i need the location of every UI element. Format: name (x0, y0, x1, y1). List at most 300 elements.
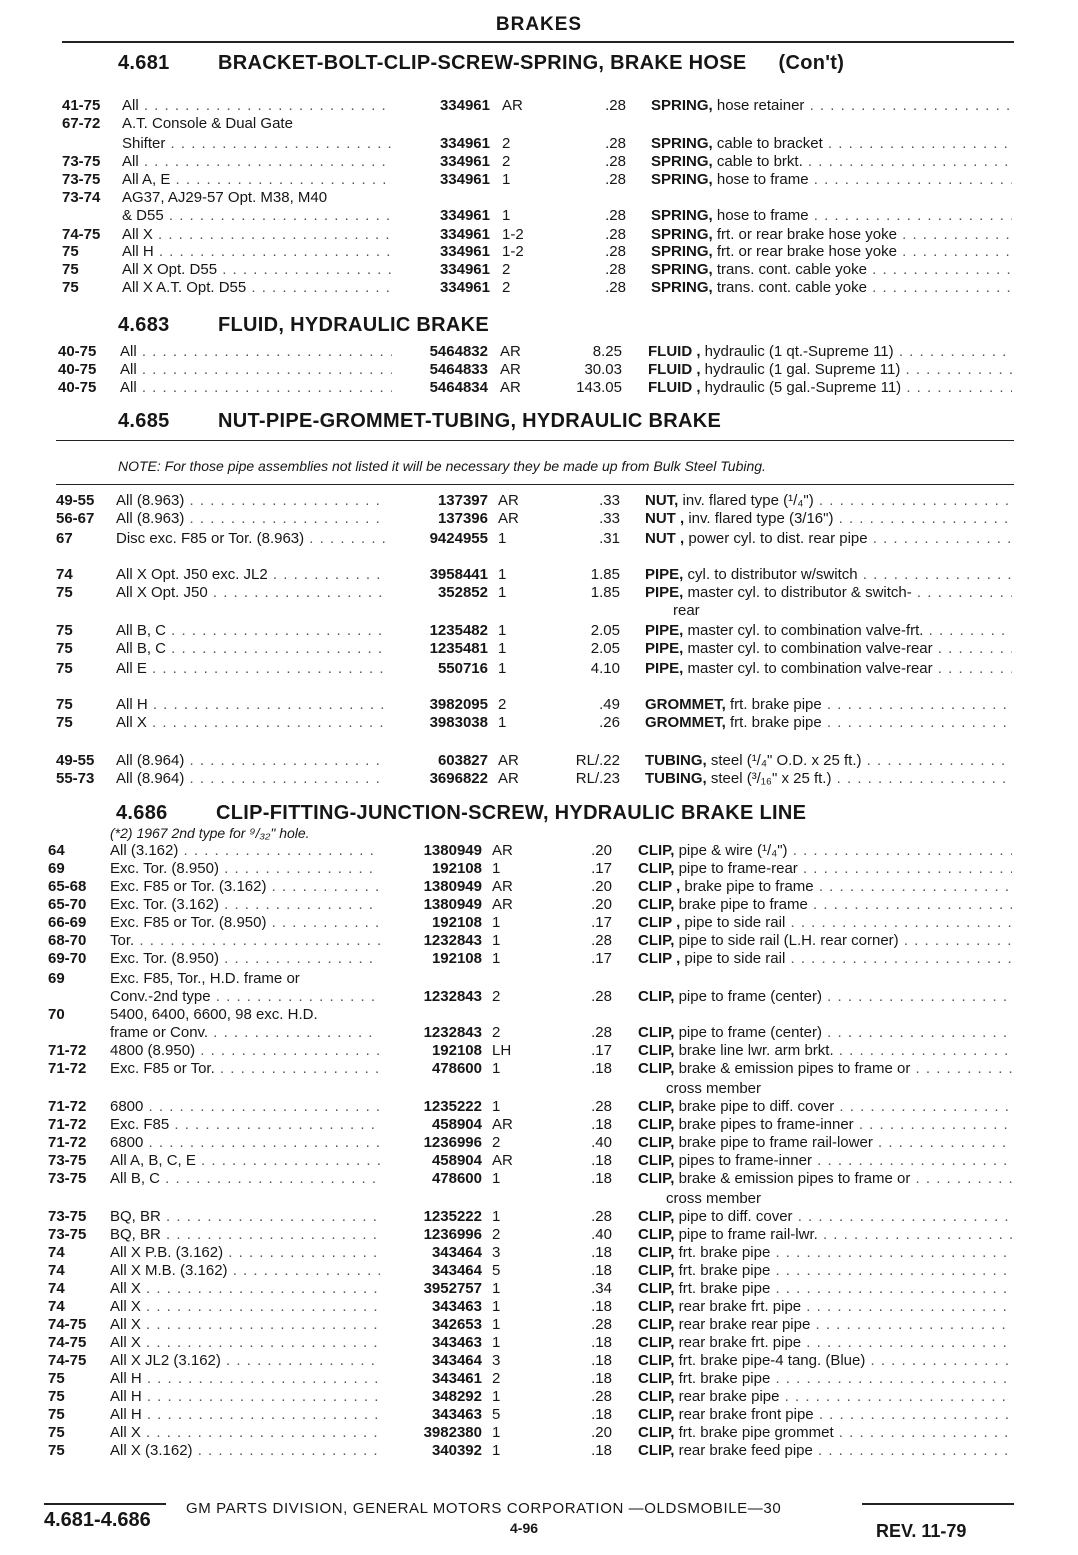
section-continued: (Con't) (778, 52, 845, 74)
part-number: 340392 (431, 1442, 482, 1459)
price: .18 (591, 1352, 612, 1369)
part-number: 334961 (439, 97, 490, 114)
table-row (0, 243, 1078, 261)
description (638, 1098, 1012, 1116)
table-row (0, 1280, 1078, 1298)
price: .28 (605, 97, 626, 114)
description-name: CLIP, (638, 1280, 675, 1297)
section-number: 4.683 (118, 314, 170, 336)
part-number: 550716 (437, 660, 488, 677)
table-row (0, 932, 1078, 950)
application: All (8.964) . . . (116, 770, 386, 788)
table-row (0, 1406, 1078, 1424)
year-range: 41-75 (62, 97, 101, 114)
description (638, 950, 1012, 968)
table-row (0, 1098, 1078, 1116)
description (638, 1152, 1012, 1170)
quantity: AR (500, 361, 521, 378)
description-name: SPRING, (651, 243, 713, 260)
application: 5400, 6400, 6600, 98 exc. H.D. (110, 1006, 318, 1023)
quantity: 1 (492, 1388, 501, 1405)
description-detail: frt. brake pipe-4 tang. (Blue) . . . (679, 1352, 1012, 1369)
table-row (0, 584, 1078, 602)
price: .18 (591, 1370, 612, 1387)
table-row (0, 602, 1078, 620)
part-number: 348292 (431, 1388, 482, 1405)
application: Conv.-2nd type . . . (110, 988, 380, 1006)
part-number: 334961 (439, 243, 490, 260)
year-range: 75 (48, 1370, 65, 1387)
description-name: CLIP , (638, 878, 681, 895)
year-range: 75 (48, 1406, 65, 1423)
part-number: 5464832 (429, 343, 488, 360)
description-name: SPRING, (651, 171, 713, 188)
application: All . . . (120, 379, 392, 397)
year-range: 74-75 (62, 226, 101, 243)
table-row (0, 492, 1078, 510)
year-range: 69 (48, 860, 65, 877)
application: All . . . (120, 361, 392, 379)
quantity: AR (492, 896, 513, 913)
section-title: NUT-PIPE-GROMMET-TUBING, HYDRAULIC BRAKE (218, 410, 722, 432)
description (645, 566, 1012, 584)
year-range: 74-75 (48, 1316, 87, 1333)
table-row (0, 1262, 1078, 1280)
year-range: 75 (56, 696, 73, 713)
description-detail: rear brake pipe . . . (679, 1388, 1012, 1405)
part-number: 3696822 (429, 770, 488, 787)
description (648, 361, 1012, 379)
part-number: 1232843 (423, 1024, 482, 1041)
description-detail: frt. brake pipe . . . (679, 1262, 1012, 1279)
application: All . . . (120, 343, 392, 361)
description-name: GROMMET, (645, 714, 726, 731)
description (638, 896, 1012, 914)
quantity: AR (498, 752, 519, 769)
quantity: 2 (492, 1024, 501, 1041)
quantity: 1 (492, 1208, 501, 1225)
table-row (0, 171, 1078, 189)
application: Exc. Tor. (3.162) . . . (110, 896, 380, 914)
description-name: NUT, (645, 492, 679, 509)
table-row (0, 510, 1078, 528)
price: .18 (591, 1116, 612, 1133)
price: .26 (599, 714, 620, 731)
description (648, 379, 1012, 397)
price: .28 (591, 988, 612, 1005)
quantity: 1 (498, 584, 507, 601)
description (638, 1424, 1012, 1442)
description-name: FLUID , (648, 379, 701, 396)
application: All X . . . (116, 714, 386, 732)
description (651, 153, 1012, 171)
description-detail: cable to brkt. . . . (717, 153, 1012, 170)
price: .28 (591, 1316, 612, 1333)
description-name: CLIP, (638, 1024, 675, 1041)
description (645, 696, 1012, 714)
price: .18 (591, 1262, 612, 1279)
description-detail: cyl. to distributor w/switch . . . (688, 566, 1012, 583)
description-detail: rear brake rear pipe . . . (679, 1316, 1012, 1333)
quantity: 1 (492, 860, 501, 877)
description-detail: pipe to diff. cover . . . (679, 1208, 1012, 1225)
part-number: 1236996 (423, 1134, 482, 1151)
part-number: 343463 (431, 1406, 482, 1423)
year-range: 73-75 (62, 153, 101, 170)
description-name: CLIP, (638, 1042, 675, 1059)
description (638, 1170, 1012, 1188)
table-row (0, 1208, 1078, 1226)
quantity: 2 (498, 696, 507, 713)
part-number: 334961 (439, 135, 490, 152)
section-title: BRACKET-BOLT-CLIP-SCREW-SPRING, BRAKE HOSE (218, 52, 747, 74)
description (645, 714, 1012, 732)
description (638, 1134, 1012, 1152)
part-number: 343463 (431, 1298, 482, 1315)
table-row (0, 1244, 1078, 1262)
year-range: 71-72 (48, 1116, 87, 1133)
year-range: 74 (48, 1298, 65, 1315)
part-number: 1235482 (429, 622, 488, 639)
part-number: 3952757 (423, 1280, 482, 1297)
part-number: 1380949 (423, 878, 482, 895)
part-number: 334961 (439, 261, 490, 278)
part-number: 3982380 (423, 1424, 482, 1441)
description-detail: pipe to frame (center) . . . (679, 988, 1012, 1005)
part-number: 1232843 (423, 988, 482, 1005)
description-detail: cross member (666, 1190, 762, 1207)
description (638, 1042, 1012, 1060)
year-range: 65-68 (48, 878, 87, 895)
description-detail: rear brake feed pipe . . . (679, 1442, 1012, 1459)
year-range: 75 (56, 640, 73, 657)
year-range: 70 (48, 1006, 65, 1023)
section-number: 4.681 (118, 52, 170, 74)
application: All A, E . . . (122, 171, 392, 189)
description (651, 97, 1012, 115)
application: All X Opt. J50 exc. JL2 . . . (116, 566, 386, 584)
table-row (0, 1116, 1078, 1134)
quantity: 1 (492, 950, 501, 967)
year-range: 75 (56, 714, 73, 731)
part-number: 458904 (431, 1152, 482, 1169)
table-row (0, 530, 1078, 548)
year-range: 71-72 (48, 1134, 87, 1151)
part-number: 5464834 (429, 379, 488, 396)
table-row (0, 988, 1078, 1006)
application: Tor. . . . (110, 932, 380, 950)
description-name: CLIP, (638, 1352, 675, 1369)
table-row (0, 1042, 1078, 1060)
table-row (0, 622, 1078, 640)
quantity: 2 (502, 261, 511, 278)
year-range: 75 (62, 243, 79, 260)
quantity: 1 (492, 1424, 501, 1441)
description (645, 770, 1012, 788)
quantity: 3 (492, 1244, 501, 1261)
price: .28 (591, 932, 612, 949)
description (638, 932, 1012, 950)
table-row (0, 135, 1078, 153)
price: .20 (591, 1424, 612, 1441)
price: .28 (591, 1208, 612, 1225)
price: .18 (591, 1334, 612, 1351)
quantity: 1 (492, 914, 501, 931)
year-range: 66-69 (48, 914, 87, 931)
description-detail: steel (¹/₄" O.D. x 25 ft.) . . . (711, 752, 1012, 769)
page-title: BRAKES (495, 14, 583, 35)
part-number: 1380949 (423, 896, 482, 913)
description-name: CLIP, (638, 1098, 675, 1115)
quantity: 1 (498, 714, 507, 731)
table-row (0, 1316, 1078, 1334)
application: All A, B, C, E . . . (110, 1152, 380, 1170)
description-detail: inv. flared type (3/16") . . . (688, 510, 1012, 527)
part-number: 1235222 (423, 1098, 482, 1115)
description (651, 207, 1012, 225)
description (645, 640, 1012, 658)
description-detail: pipe to frame rail-lwr. . . . (679, 1226, 1012, 1243)
description (645, 622, 1012, 640)
application: All X M.B. (3.162) . . . (110, 1262, 380, 1280)
table-row (0, 752, 1078, 770)
description-detail: master cyl. to distributor & switch- . . . (688, 584, 1012, 601)
table-row (0, 896, 1078, 914)
description (645, 510, 1012, 528)
quantity: 1 (502, 171, 511, 188)
description-name: CLIP, (638, 1170, 675, 1187)
description (638, 1244, 1012, 1262)
description (651, 279, 1012, 297)
quantity: 1 (492, 1060, 501, 1077)
description-name: CLIP, (638, 1406, 675, 1423)
year-range: 75 (48, 1424, 65, 1441)
part-number: 603827 (437, 752, 488, 769)
description-name: PIPE, (645, 584, 684, 601)
description-detail: hydraulic (5 gal.-Supreme 11) . . . (705, 379, 1012, 396)
table-row (0, 1334, 1078, 1352)
part-number: 343463 (431, 1334, 482, 1351)
part-number: 192108 (431, 914, 482, 931)
table-row (0, 361, 1078, 379)
part-number: 458904 (431, 1116, 482, 1133)
price: .28 (591, 1388, 612, 1405)
footer-rule-right (862, 1503, 1014, 1505)
price: RL/.22 (575, 752, 620, 769)
part-number: 343464 (431, 1262, 482, 1279)
quantity: 1 (492, 1280, 501, 1297)
table-row (0, 1170, 1078, 1188)
quantity: 1 (492, 1442, 501, 1459)
description-name: CLIP, (638, 1134, 675, 1151)
application: All E . . . (116, 660, 386, 678)
year-range: 64 (48, 842, 65, 859)
part-number: 334961 (439, 171, 490, 188)
description (638, 1442, 1012, 1460)
description-name: CLIP, (638, 1244, 675, 1261)
description-name: CLIP, (638, 1060, 675, 1077)
year-range: 73-75 (48, 1208, 87, 1225)
price: 1.85 (590, 584, 620, 601)
description-name: CLIP, (638, 1334, 675, 1351)
section-note: (*2) 1967 2nd type for ⁹/₃₂" hole. (110, 825, 310, 841)
price: .20 (591, 878, 612, 895)
price: 4.10 (590, 660, 620, 677)
part-number: 192108 (431, 860, 482, 877)
part-number: 478600 (431, 1060, 482, 1077)
application: AG37, AJ29-57 Opt. M38, M40 (122, 189, 328, 206)
part-number: 1380949 (423, 842, 482, 859)
quantity: 1 (498, 530, 507, 547)
description-detail: power cyl. to dist. rear pipe . . . (688, 530, 1012, 547)
year-range: 40-75 (58, 379, 97, 396)
year-range: 75 (56, 622, 73, 639)
description-detail: pipe to frame-rear . . . (679, 860, 1012, 877)
application: All H . . . (110, 1388, 380, 1406)
price: .17 (591, 860, 612, 877)
table-row (0, 115, 1078, 133)
description (638, 1388, 1012, 1406)
application: 6800 . . . (110, 1134, 380, 1152)
price: .28 (605, 243, 626, 260)
part-number: 342653 (431, 1316, 482, 1333)
description-name: NUT , (645, 530, 685, 547)
quantity: 1 (502, 207, 511, 224)
description (648, 343, 1012, 361)
description-detail: frt. brake pipe . . . (679, 1370, 1012, 1387)
part-number: 137397 (437, 492, 488, 509)
part-number: 1232843 (423, 932, 482, 949)
table-row (0, 950, 1078, 968)
year-range: 73-75 (48, 1170, 87, 1187)
application: All H . . . (110, 1370, 380, 1388)
year-range: 69 (48, 970, 65, 987)
table-row (0, 1080, 1078, 1098)
application: All . . . (122, 153, 392, 171)
quantity: 1 (492, 932, 501, 949)
application: All X Opt. D55 . . . (122, 261, 392, 279)
description-detail: pipe to frame (center) . . . (679, 1024, 1012, 1041)
description-name: CLIP, (638, 988, 675, 1005)
description (638, 1298, 1012, 1316)
description-name: CLIP, (638, 1442, 675, 1459)
description-name: SPRING, (651, 226, 713, 243)
part-number: 343461 (431, 1370, 482, 1387)
part-number: 5464833 (429, 361, 488, 378)
application: Shifter . . . (122, 135, 392, 153)
description-name: PIPE, (645, 640, 684, 657)
application: All (8.963) . . . (116, 510, 386, 528)
price: .28 (605, 261, 626, 278)
description (638, 1262, 1012, 1280)
price: .49 (599, 696, 620, 713)
part-number: 3958441 (429, 566, 488, 583)
section-title: FLUID, HYDRAULIC BRAKE (218, 314, 490, 336)
description-detail: brake pipe to diff. cover . . . (679, 1098, 1012, 1115)
description-detail: hose retainer . . . (717, 97, 1012, 114)
quantity: 1 (492, 1298, 501, 1315)
quantity: 2 (492, 988, 501, 1005)
description-detail: rear brake front pipe . . . (679, 1406, 1012, 1423)
year-range: 71-72 (48, 1098, 87, 1115)
description-name: FLUID , (648, 343, 701, 360)
description (645, 492, 1012, 510)
section-heading (118, 410, 721, 433)
description (638, 1334, 1012, 1352)
quantity: 1 (498, 622, 507, 639)
price: RL/.23 (575, 770, 620, 787)
year-range: 75 (56, 584, 73, 601)
year-range: 73-74 (62, 189, 101, 206)
description-name: PIPE, (645, 660, 684, 677)
description-detail: pipe to side rail . . . (684, 914, 1012, 931)
year-range: 73-75 (62, 171, 101, 188)
application: All B, C . . . (116, 640, 386, 658)
description-detail: frt. brake pipe . . . (679, 1280, 1012, 1297)
description-detail: rear brake frt. pipe . . . (679, 1334, 1012, 1351)
price: .18 (591, 1060, 612, 1077)
application: All H . . . (116, 696, 386, 714)
description-detail: rear (673, 602, 700, 619)
year-range: 73-75 (48, 1226, 87, 1243)
price: .31 (599, 530, 620, 547)
part-number: 9424955 (429, 530, 488, 547)
table-row (0, 1006, 1078, 1024)
application: 6800 . . . (110, 1098, 380, 1116)
price: .28 (605, 135, 626, 152)
description (638, 1370, 1012, 1388)
part-number: 192108 (431, 1042, 482, 1059)
table-row (0, 696, 1078, 714)
year-range: 71-72 (48, 1060, 87, 1077)
quantity: 5 (492, 1262, 501, 1279)
price: .28 (605, 279, 626, 296)
description-name: CLIP, (638, 1298, 675, 1315)
description (645, 584, 1012, 602)
application: All . . . (122, 97, 392, 115)
price: 1.85 (590, 566, 620, 583)
description-detail: hydraulic (1 qt.-Supreme 11) . . . (705, 343, 1012, 360)
year-range: 49-55 (56, 492, 95, 509)
price: .28 (591, 1024, 612, 1041)
description-name: CLIP , (638, 950, 681, 967)
section-number: 4.685 (118, 410, 170, 432)
application: BQ, BR . . . (110, 1226, 380, 1244)
quantity: AR (492, 1116, 513, 1133)
price: .17 (591, 1042, 612, 1059)
table-row (0, 1226, 1078, 1244)
section-number: 4.686 (116, 802, 168, 824)
footer-page-number: 4-96 (510, 1520, 539, 1536)
header-rule (62, 41, 1014, 43)
quantity: 1 (492, 1316, 501, 1333)
year-range: 75 (48, 1442, 65, 1459)
year-range: 74-75 (48, 1334, 87, 1351)
year-range: 49-55 (56, 752, 95, 769)
description (651, 226, 1012, 244)
price: .28 (591, 1098, 612, 1115)
section-note: NOTE: For those pipe assemblies not listed it will be necessary they be made up from Bulk Steel Tubing. (118, 458, 766, 474)
application: All H . . . (122, 243, 392, 261)
quantity: AR (492, 878, 513, 895)
description-detail: brake pipes to frame-inner . . . (679, 1116, 1012, 1133)
application: All X . . . (110, 1280, 380, 1298)
price: .33 (599, 492, 620, 509)
description (638, 1208, 1012, 1226)
description-name: CLIP, (638, 1370, 675, 1387)
part-number: 3983038 (429, 714, 488, 731)
table-row (0, 1060, 1078, 1078)
